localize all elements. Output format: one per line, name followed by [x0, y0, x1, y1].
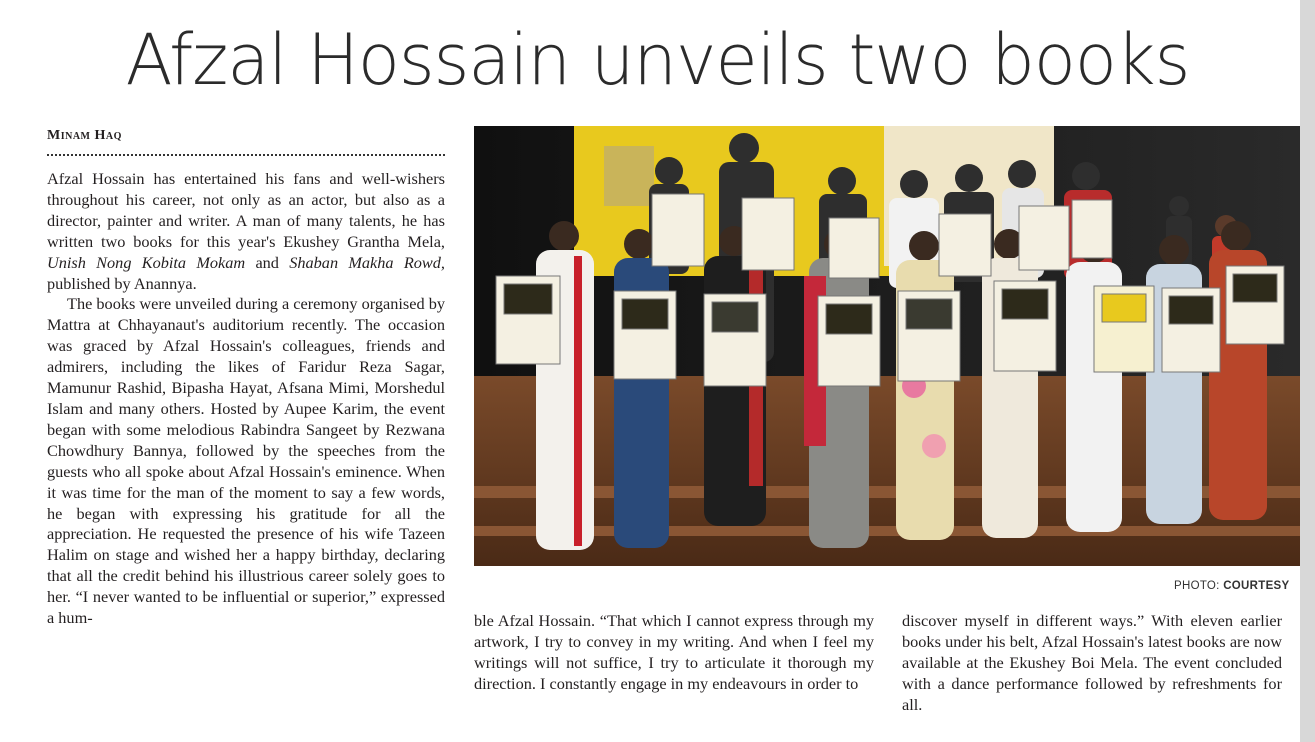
event-photo — [474, 126, 1300, 566]
book-title-2: Shaban Makha Rowd, — [289, 252, 445, 272]
scrollbar[interactable] — [1300, 0, 1315, 742]
conjunction: and — [245, 252, 290, 272]
paragraph-1 — [47, 169, 445, 294]
byline-divider — [47, 154, 445, 156]
photo-credit-label: PHOTO: — [1174, 580, 1220, 592]
byline: Minam Haq — [47, 128, 122, 143]
book-title-1: Unish Nong Kobita Mokam — [47, 252, 246, 272]
photo-credit-value: COURTESY — [1223, 580, 1290, 592]
paragraph-1-end: published by Anannya. — [47, 273, 197, 293]
article-column-1 — [47, 169, 445, 629]
paragraph-2: The books were unveiled during a ceremony organised by Mattra at Chhayanaut's auditorium recently. The occasion was graced by Afzal Hossain's colleagues, friends and admirers, including the likes of Faridur Reza Sagar, Mamunur Rashid, Bipasha Hayat, Afsana Mimi, Morshedul Islam and many others. Hosted by Aupee Karim, the event began with some melodious Rabindra Sangeet by Rezwana Chowdhury Bannya, followed by the speeches from the guests who all spoke about Afzal Hossain's eminence. When it was time for the man of the moment to say a few words, he began with expressing his gratitude for all the appreciation. He requested the presence of his wife Tazeen Halim on stage and wished her a happy birthday, declaring that all the credit behind his illustrious career solely goes to her. “I never wanted to be influential or superior,” expressed a hum- — [47, 294, 445, 628]
paragraph-1-text: Afzal Hossain has entertained his fans and well-wishers throughout his career, not only as an actor, but also as a director, painter and writer. A man of many talents, he has written two books for this year's Ekushey Grantha Mela, — [47, 169, 445, 251]
photo-credit — [1174, 580, 1289, 592]
article-column-3: discover myself in different ways.” With eleven earlier books under his belt, Afzal Hossain's latest books are now available at the Ekushey Boi Mela. The event concluded with a dance performance followed by refreshments for all. — [902, 611, 1282, 714]
article-column-2: ble Afzal Hossain. “That which I cannot express through my artwork, I try to convey in my writing. And when I feel my writings will not suffice, I try to articulate it thorough my direction. I constantly engage in my endeavours in order to — [474, 611, 874, 693]
headline: Afzal Hossain unveils two books — [125, 19, 1190, 101]
